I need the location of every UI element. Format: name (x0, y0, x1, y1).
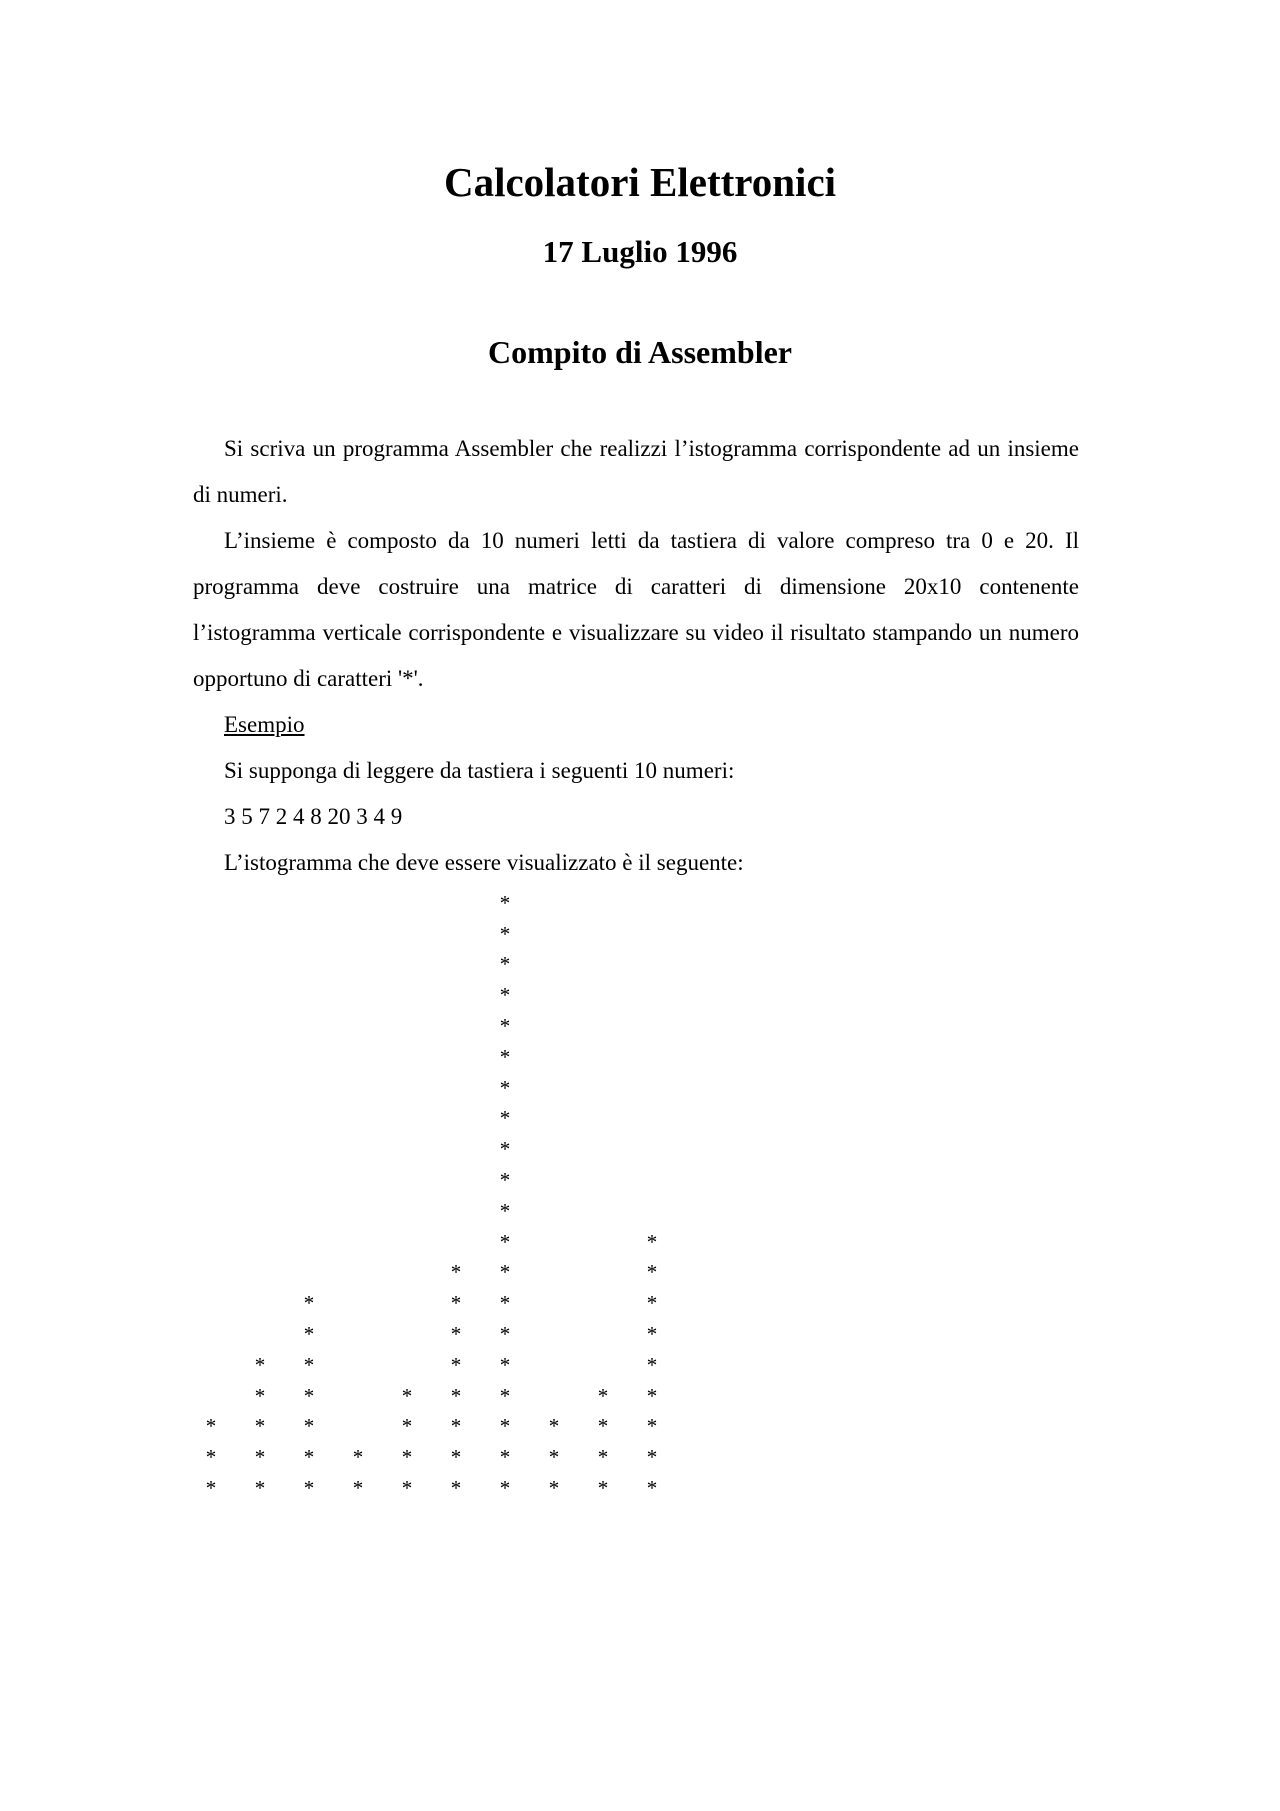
histogram-star: * (499, 1352, 511, 1377)
histogram-star: * (303, 1414, 315, 1439)
histogram-star: * (303, 1383, 315, 1408)
histogram-star: * (646, 1352, 658, 1377)
exam-subtitle: Compito di Assembler (488, 334, 792, 370)
histogram-star: * (401, 1445, 413, 1470)
histogram-star: * (499, 1137, 511, 1162)
example-heading (193, 702, 1079, 748)
histogram-star: * (499, 1476, 511, 1500)
histogram-star: * (548, 1476, 560, 1500)
histogram-star: * (646, 1476, 658, 1500)
histogram-star: * (646, 1322, 658, 1346)
histogram-star: * (499, 1414, 511, 1439)
histogram-star: * (352, 1445, 364, 1470)
histogram-star: * (450, 1260, 462, 1285)
histogram-star: * (450, 1445, 462, 1470)
histogram-star: * (597, 1445, 609, 1470)
histogram-star: * (597, 1383, 609, 1408)
histogram-star: * (499, 1322, 511, 1346)
histogram-star: * (450, 1476, 462, 1500)
histogram-star: * (499, 1106, 511, 1131)
histogram-star: * (254, 1383, 266, 1408)
histogram-star: * (450, 1291, 462, 1316)
histogram-star: * (352, 1476, 364, 1500)
histogram-star: * (646, 1383, 658, 1408)
histogram-star: * (401, 1414, 413, 1439)
histogram-star: * (499, 890, 511, 915)
histogram-star: * (646, 1260, 658, 1285)
histogram-star: * (597, 1476, 609, 1500)
histogram-star: * (597, 1414, 609, 1439)
exercise-text (193, 426, 1079, 886)
histogram-star: * (401, 1383, 413, 1408)
histogram-star: * (499, 983, 511, 1008)
histogram-star: * (646, 1229, 658, 1254)
histogram-star: * (499, 1229, 511, 1254)
histogram-star: * (303, 1291, 315, 1316)
page-title: Calcolatori Elettronici (443, 159, 837, 205)
histogram-star: * (646, 1414, 658, 1439)
histogram-star: * (303, 1445, 315, 1470)
paragraph-histogram-intro: L’istogramma che deve essere visualizzato è il seguente: (224, 850, 744, 875)
histogram-star: * (499, 1260, 511, 1285)
paragraph-description: L’insieme è composto da 10 numeri letti da tastiera di valore compreso tra 0 e 20. Il programma deve costruire una matrice di caratteri di dimensione 20x10 contenente l’istogramma verticale corrispondente e visualizzare su video il risultato stampando un numero opportuno di caratteri '*'. (193, 528, 1079, 691)
histogram-star: * (548, 1414, 560, 1439)
histogram-star: * (254, 1445, 266, 1470)
histogram-star: * (646, 1291, 658, 1316)
paragraph-example-intro: Si supponga di leggere da tastiera i seguenti 10 numeri: (224, 758, 735, 783)
histogram-star: * (499, 1198, 511, 1223)
example-heading-label: Esempio (224, 712, 305, 737)
histogram-star: * (646, 1445, 658, 1470)
histogram-star: * (499, 1291, 511, 1316)
histogram-star: * (205, 1476, 217, 1500)
histogram-star: * (450, 1322, 462, 1346)
histogram-star: * (548, 1445, 560, 1470)
histogram-star: * (499, 1168, 511, 1192)
histogram-star: * (499, 921, 511, 946)
histogram-star: * (499, 1075, 511, 1100)
histogram-star: * (450, 1352, 462, 1377)
histogram-star: * (401, 1476, 413, 1500)
histogram-star: * (254, 1352, 266, 1377)
histogram-star: * (303, 1476, 315, 1500)
histogram-star: * (499, 952, 511, 977)
histogram-star: * (450, 1414, 462, 1439)
histogram-star: * (303, 1322, 315, 1346)
histogram-star: * (499, 1383, 511, 1408)
histogram-star: * (303, 1352, 315, 1377)
histogram-star: * (499, 1014, 511, 1038)
histogram-star: * (450, 1383, 462, 1408)
histogram-star: * (254, 1476, 266, 1500)
example-numbers: 3 5 7 2 4 8 20 3 4 9 (224, 804, 403, 829)
histogram-star: * (499, 1445, 511, 1470)
histogram-star: * (205, 1445, 217, 1470)
exam-date: 17 Luglio 1996 (542, 234, 738, 269)
histogram-star: * (499, 1044, 511, 1069)
histogram-star: * (254, 1414, 266, 1439)
paragraph-intro: Si scriva un programma Assembler che realizzi l’istogramma corrispondente ad un insieme di numeri. (193, 436, 1079, 507)
histogram-star: * (205, 1414, 217, 1439)
